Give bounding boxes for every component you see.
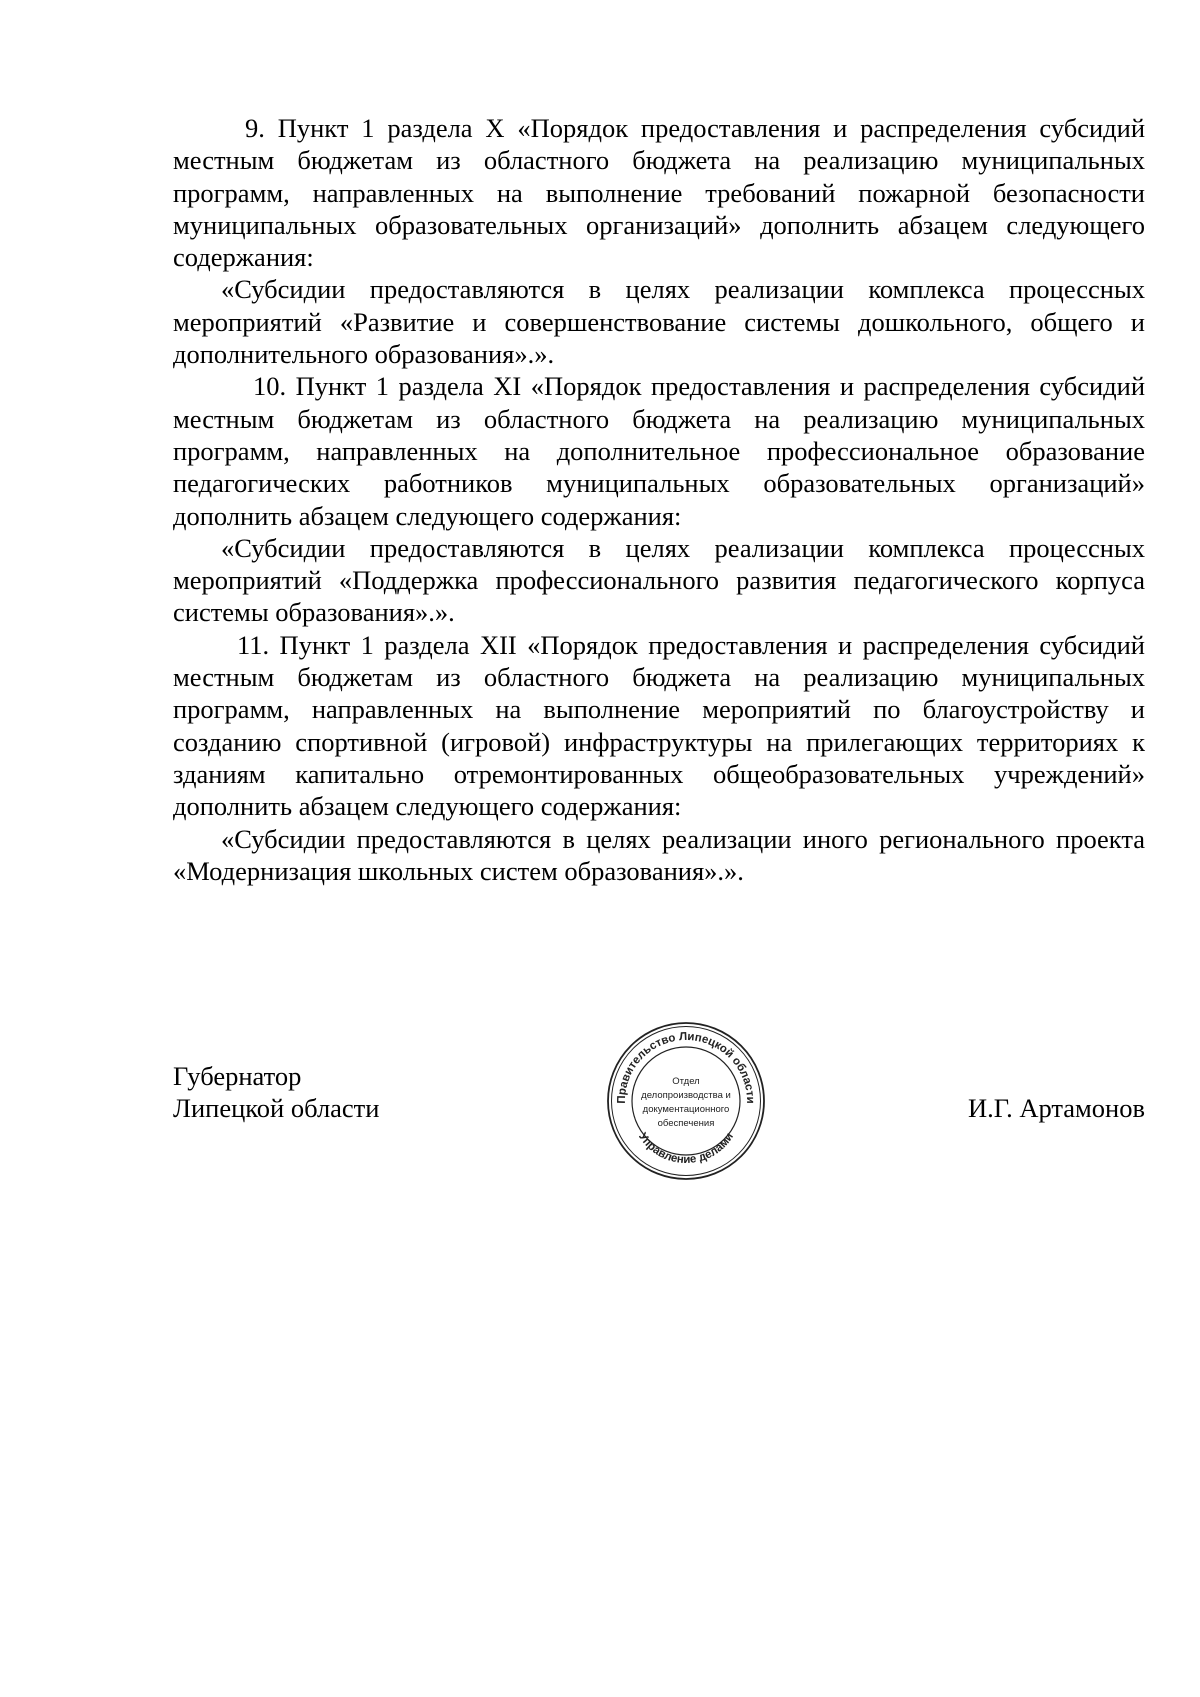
stamp-ring-top-text: Правительство Липецкой области [615, 1030, 757, 1104]
signer-title [173, 1060, 379, 1125]
stamp-center-line-2: делопроизводства и [641, 1090, 731, 1101]
paragraph-item-10: 10. Пункт 1 раздела XI «Порядок предоставления и распределения субсидий местным бюджетам из областного бюджета на реализацию муниципальных программ, направленных на дополнительное профессиональное образование педагогических работников муниципальных образовательных организаций» дополнить абзацем следующего содержания: [173, 371, 1145, 531]
paragraph-quote-11: «Субсидии предоставляются в целях реализации иного регионального проекта «Модернизация школьных систем образования».». [173, 823, 1145, 886]
stamp-center-line-3: документационного [642, 1104, 730, 1115]
stamp-center-line-1: Отдел [672, 1076, 700, 1087]
paragraph-item-11: 11. Пункт 1 раздела XII «Порядок предоставления и распределения субсидий местным бюджетам из областного бюджета на реализацию муниципальных программ, направленных на выполнение мероприятий по благоустройству и созданию спортивной (игровой) инфраструктуры на прилегающих территориях к зданиям капитально отремонтированных общеобразовательных учреждений» дополнить абзацем следующего содержания: [173, 629, 1145, 822]
paragraph-quote-9: «Субсидии предоставляются в целях реализации комплекса процессных мероприятий «Развитие и совершенствование системы дошкольного, общего и дополнительного образования».». [173, 274, 1145, 370]
paragraph-quote-10: «Субсидии предоставляются в целях реализации комплекса процессных мероприятий «Поддержка профессионального развития педагогического корпуса системы образования».». [173, 532, 1145, 628]
signer-title-line-2: Липецкой области [173, 1093, 380, 1124]
paragraph-item-9: 9. Пункт 1 раздела X «Порядок предоставления и распределения субсидий местным бюджетам из областного бюджета на реализацию муниципальных программ, направленных на выполнение требований пожарной безопасности муниципальных образовательных организаций» дополнить абзацем следующего содержания: [173, 113, 1145, 273]
document-body [173, 112, 1145, 887]
signer-name: И.Г. Артамонов [967, 1093, 1145, 1123]
stamp-seal-icon [605, 1020, 767, 1182]
signer-title-line-1: Губернатор [173, 1061, 302, 1091]
stamp-ring-bottom-text: Управление делами [635, 1130, 737, 1167]
official-stamp [605, 1020, 767, 1182]
stamp-center-line-4: обеспечения [657, 1118, 715, 1129]
